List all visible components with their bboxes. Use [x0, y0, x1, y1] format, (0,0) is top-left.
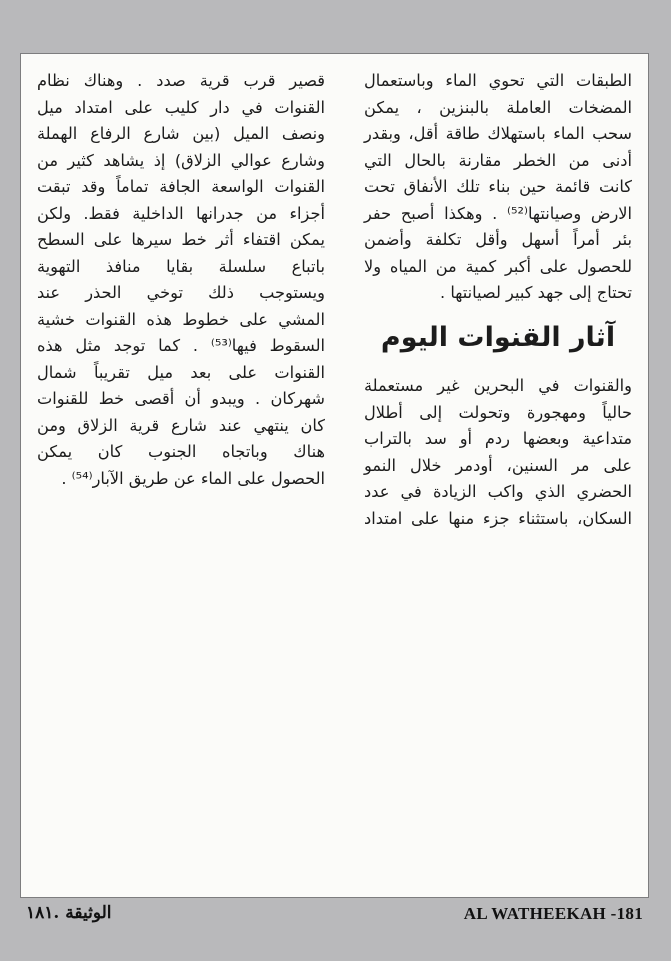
text-line: ونصف الميل (بين شارع الرفاع الهملة: [37, 124, 325, 143]
text-line: هناك وباتجاه الجنوب كان يمكن: [37, 442, 325, 461]
text-line: حالياً ومهجورة وتحولت إلى أطلال: [364, 402, 632, 422]
section-heading: آثار القنوات اليوم: [380, 321, 616, 353]
footer-arabic-folio: الوثيقة .١٨١: [26, 903, 112, 923]
paragraph-dar-kulaib: [37, 68, 325, 492]
text-line: السقوط فيها⁽⁵³⁾ . كما توجد مثل هذه: [37, 336, 325, 355]
text-line: شهركان . ويبدو أن أقصى خط للقنوات: [37, 389, 325, 408]
footer-english-folio: AL WATHEEKAH -181: [463, 904, 643, 923]
text-line: أدنى من الخطر مقارنة بالحال التي: [364, 150, 632, 170]
paragraph-qanats-today: [364, 373, 632, 532]
text-line: كانت قائمة حين بناء تلك الأنفاق تحت: [364, 177, 632, 196]
text-line: والقنوات في البحرين غير مستعملة: [364, 376, 632, 395]
document-page: [20, 53, 649, 898]
text-line: سحب الماء باستهلاك طاقة أقل، وبقدر: [364, 124, 632, 143]
text-line: أجزاء من جدرانها الداخلية فقط. ولكن: [37, 203, 325, 223]
text-line: ويستوجب ذلك توخي الحذر عند: [37, 283, 325, 302]
text-line: يمكن اقتفاء أثر خط سيرها على السطح: [37, 230, 325, 249]
text-line: قصير قرب قرية صدد . وهناك نظام: [37, 71, 325, 90]
text-line: الطبقات التي تحوي الماء وباستعمال: [364, 71, 632, 90]
left-text-column: [37, 68, 325, 492]
text-line: الحضري الذي واكب الزيادة في عدد: [364, 482, 632, 501]
text-line: بئر أمراً أسهل وأقل تكلفة وأضمن: [364, 230, 632, 249]
text-line: المشي على خطوط هذه القنوات خشية: [37, 309, 325, 329]
text-line: على مر السنين، أودمر خلال النمو: [364, 455, 632, 475]
text-line: كان ينتهي عند شارع قرية الزلاق ومن: [37, 415, 325, 435]
text-line: الارض وصيانتها⁽⁵²⁾ . وهكذا أصبح حفر: [364, 203, 632, 223]
text-line: القنوات الواسعة الجافة تماماً وقد تبقت: [37, 177, 325, 196]
text-line: باتباع سلسلة بقايا منافذ التهوية: [37, 256, 325, 276]
text-line: السكان، باستثناء جزء منها على امتداد: [364, 508, 632, 528]
text-line: متداعية وبعضها ردم أو سد بالتراب: [364, 429, 632, 448]
text-line: الحصول على الماء عن طريق الآبار⁽⁵⁴⁾ .: [61, 468, 325, 488]
text-line: القنوات على بعد ميل تقريباً شمال: [37, 362, 325, 382]
text-line: القنوات في دار كليب على امتداد ميل: [37, 97, 325, 117]
right-text-column: [364, 68, 632, 532]
text-line: وشارع عوالي الزلاق) إذ يشاهد كثير من: [37, 150, 325, 170]
text-line: للحصول على أكبر كمية من المياه ولا: [364, 256, 632, 276]
paragraph-wells: [364, 68, 632, 307]
text-line: المضخات العاملة بالبنزين ، يمكن: [364, 97, 632, 117]
page-footer: [20, 903, 649, 925]
text-line: تحتاج إلى جهد كبير لصيانتها .: [440, 283, 632, 302]
